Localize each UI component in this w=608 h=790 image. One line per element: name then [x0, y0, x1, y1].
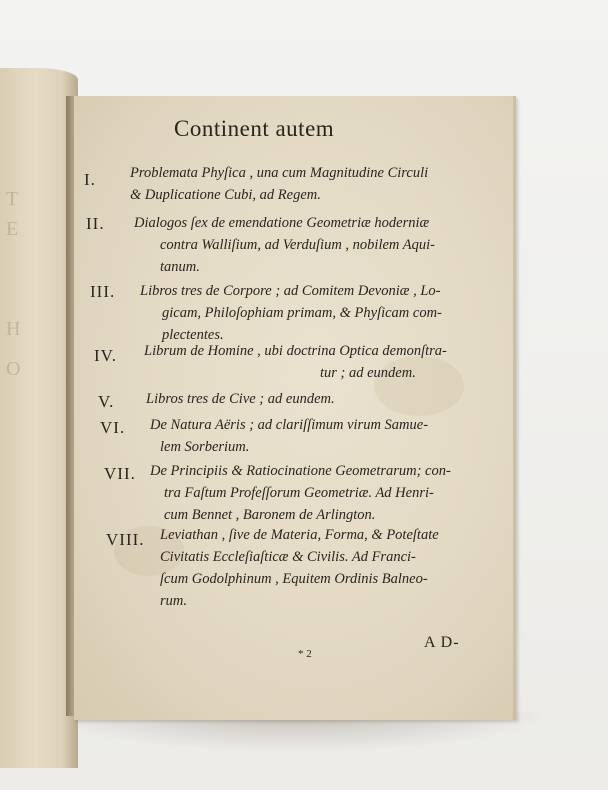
entry-number: V. [98, 392, 115, 411]
left-page-edge: T E H O [0, 68, 78, 768]
text-line: cum Bennet , Baronem de Arlington. [164, 507, 376, 523]
text-line: tra Faſtum Profeſſorum Geometriæ. Ad Henri- [164, 485, 434, 501]
text-line: plectentes. [162, 327, 224, 343]
text-line: Problemata Phyſica , una cum Magnitudine Circuli [130, 165, 429, 181]
entry-text [150, 460, 451, 526]
entry-text [140, 280, 442, 346]
text-line: Libros tres de Cive ; ad eundem. [146, 391, 335, 407]
text-line: Librum de Homine , ubi doctrina Optica demonſtra- [144, 343, 447, 359]
entry-text [130, 162, 428, 206]
text-line: De Natura Aëris ; ad clariſſimum virum Samue- [150, 417, 429, 433]
text-line: Dialogos ſex de emendatione Geometriæ hoderniæ [134, 215, 430, 231]
entry-text [144, 340, 447, 384]
page-heading: Continent autem [174, 116, 335, 141]
text-line: tanum. [160, 259, 200, 275]
text-line: Civitatis Eccleſiaſticæ & Civilis. Ad Franci- [160, 549, 416, 565]
text-line: Leviathan , ſive de Materia, Forma, & Poteſtate [160, 527, 439, 543]
text-line: De Principiis & Ratiocinatione Geometrarum; con- [150, 463, 451, 479]
book-page [74, 96, 516, 720]
entry-number: VIII. [106, 530, 145, 549]
entry-text [160, 524, 439, 612]
entry-number: III. [90, 282, 116, 301]
text-line: rum. [160, 593, 187, 609]
text-line: lem Sorberium. [160, 439, 250, 455]
entry-number: VI. [100, 418, 126, 437]
entry-number: II. [86, 214, 105, 233]
page-edge [513, 96, 516, 720]
entry-number: VII. [104, 464, 136, 483]
entry-text [134, 212, 435, 278]
text-line: contra Walliſium, ad Verduſium , nobilem Aqui- [160, 237, 435, 253]
signature-mark: * 2 [298, 648, 312, 660]
text-line: ſcum Godolphinum , Equitem Ordinis Balneo- [160, 571, 428, 587]
entry-text [150, 414, 428, 458]
catchword: A D- [424, 634, 460, 651]
text-line: Libros tres de Corpore ; ad Comitem Devoniæ , Lo- [140, 283, 441, 299]
entry-number: IV. [94, 346, 117, 365]
text-line: & Duplicatione Cubi, ad Regem. [130, 187, 321, 203]
text-line: gicam, Philoſophiam primam, & Phyſicam com- [162, 305, 442, 321]
entry-number: I. [84, 170, 96, 189]
text-line: tur ; ad eundem. [320, 365, 416, 381]
entry-text [146, 388, 335, 410]
